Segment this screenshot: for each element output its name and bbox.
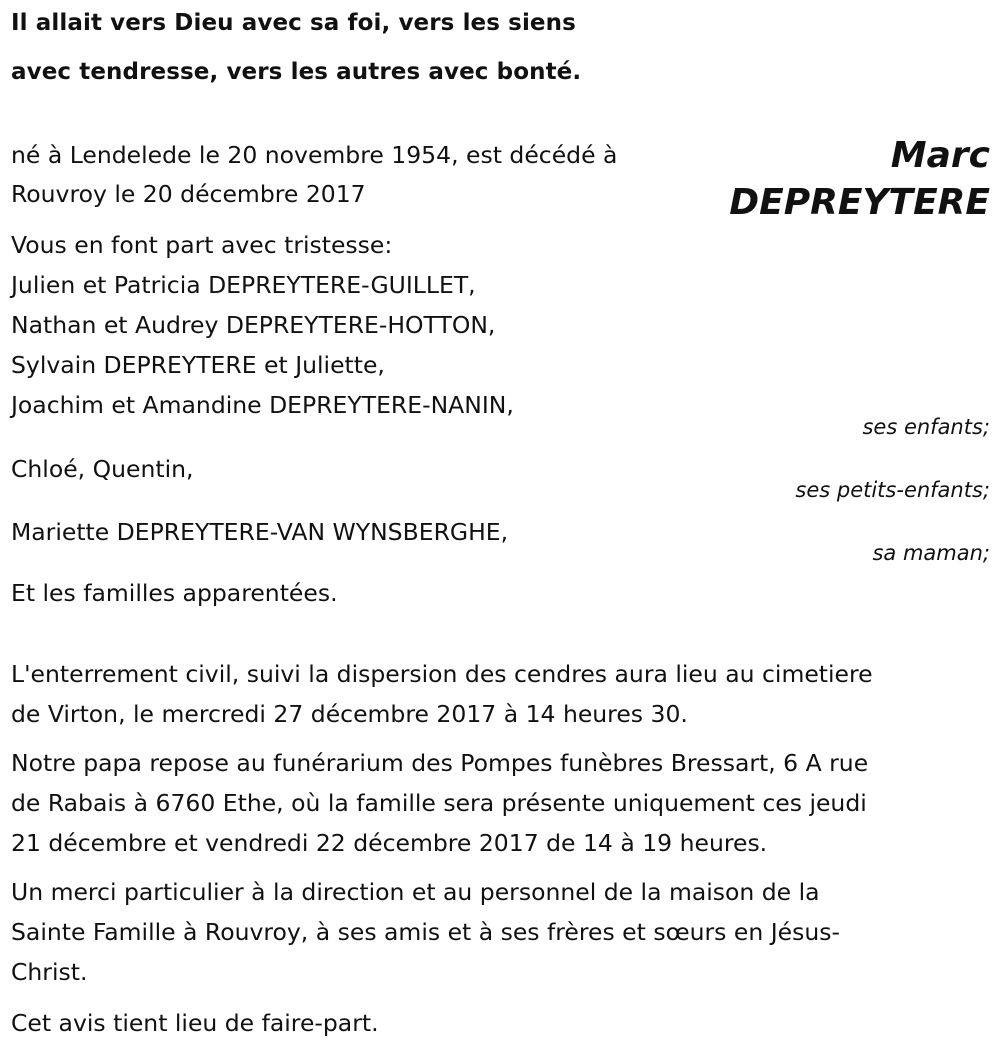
thanks-line-2: Sainte Famille à Rouvroy, à ses amis et à ses frères et sœurs en Jésus-: [11, 918, 840, 946]
child-line-4: Joachim et Amandine DEPREYTERE-NANIN,: [11, 391, 514, 419]
epitaph-line-1: Il allait vers Dieu avec sa foi, vers les siens: [11, 10, 576, 36]
mother-relation: sa maman;: [872, 541, 990, 565]
epitaph-line-2: avec tendresse, vers les autres avec bonté.: [11, 59, 582, 85]
funerarium-line-1: Notre papa repose au funérarium des Pompes funèbres Bressart, 6 A rue: [11, 749, 869, 777]
child-line-1: Julien et Patricia DEPREYTERE-GUILLET,: [11, 271, 476, 299]
funerarium-line-2: de Rabais à 6760 Ethe, où la famille sera présente uniquement ces jeudi: [11, 789, 867, 817]
announcement-intro: Vous en font part avec tristesse:: [11, 231, 393, 259]
deceased-last-name: DEPREYTERE: [729, 182, 990, 223]
children-relation: ses enfants;: [862, 415, 990, 439]
mother-line: Mariette DEPREYTERE-VAN WYNSBERGHE,: [11, 518, 509, 546]
closing-line: Cet avis tient lieu de faire-part.: [11, 1009, 379, 1037]
child-line-3: Sylvain DEPREYTERE et Juliette,: [11, 351, 385, 379]
thanks-line-3: Christ.: [11, 958, 88, 986]
grandchildren-line: Chloé, Quentin,: [11, 455, 194, 483]
families-line: Et les familles apparentées.: [11, 579, 338, 607]
birth-death-line-2: Rouvroy le 20 décembre 2017: [11, 180, 366, 208]
child-line-2: Nathan et Audrey DEPREYTERE-HOTTON,: [11, 311, 496, 339]
deceased-first-name: Marc: [890, 135, 990, 176]
birth-death-line-1: né à Lendelede le 20 novembre 1954, est décédé à: [11, 141, 618, 169]
grandchildren-relation: ses petits-enfants;: [795, 478, 990, 502]
thanks-line-1: Un merci particulier à la direction et au personnel de la maison de la: [11, 878, 820, 906]
burial-line-2: de Virton, le mercredi 27 décembre 2017 à 14 heures 30.: [11, 700, 688, 728]
funerarium-line-3: 21 décembre et vendredi 22 décembre 2017 de 14 à 19 heures.: [11, 829, 768, 857]
burial-line-1: L'enterrement civil, suivi la dispersion des cendres aura lieu au cimetiere: [11, 660, 873, 688]
